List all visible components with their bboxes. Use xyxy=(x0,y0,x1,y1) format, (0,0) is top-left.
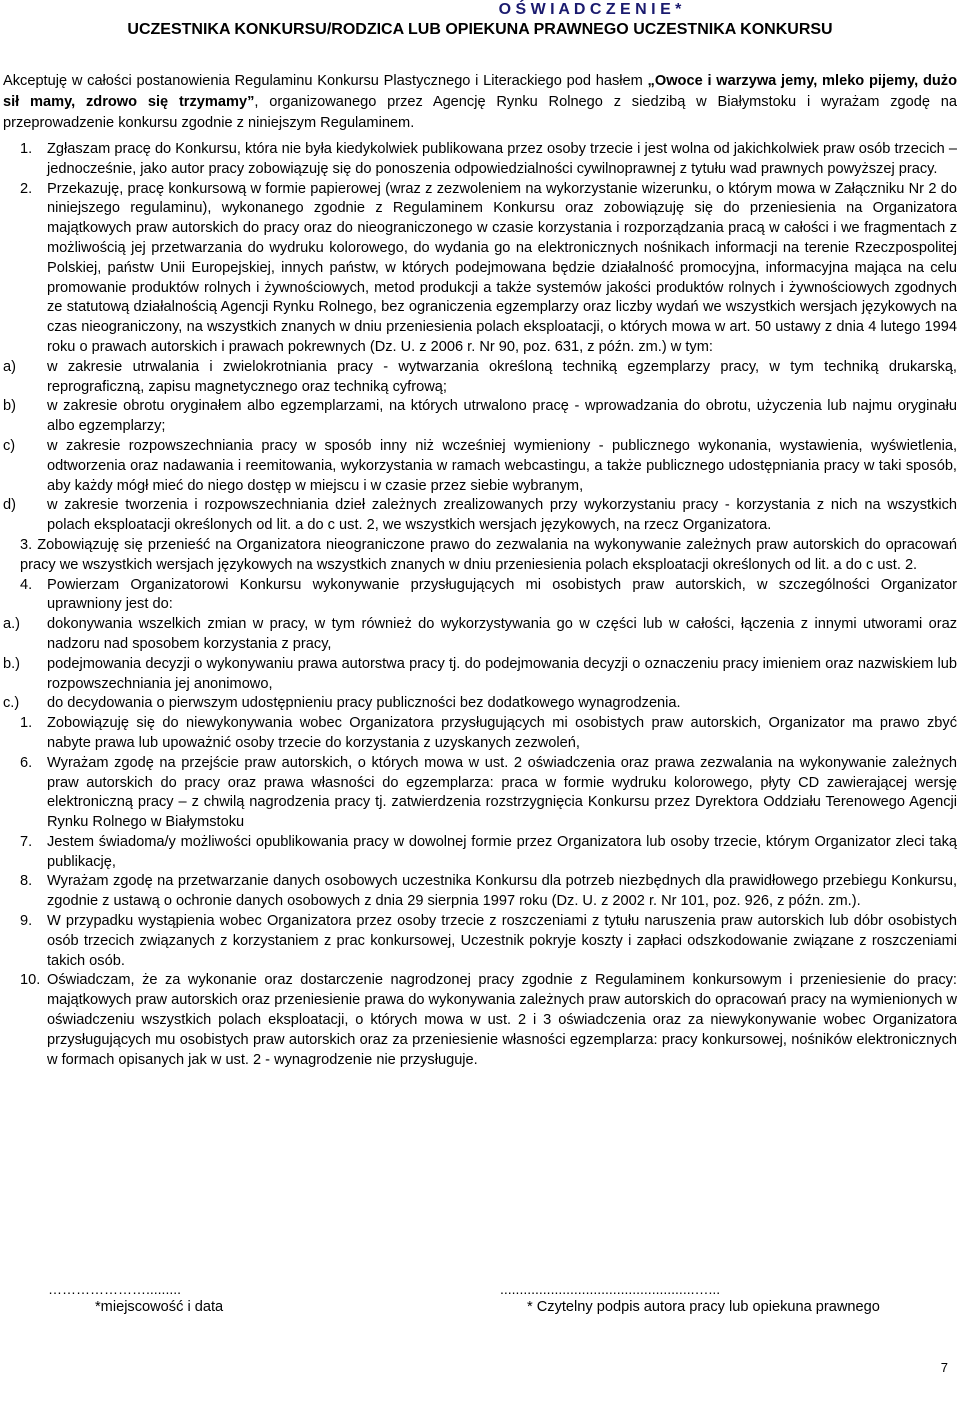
list-item-number: 8. xyxy=(20,873,33,890)
list-item-number: 1. xyxy=(20,141,33,157)
list-item xyxy=(0,576,960,616)
list-item xyxy=(0,140,960,180)
list-item xyxy=(0,833,960,873)
sub-list-item xyxy=(0,655,960,695)
list-item-number: a) xyxy=(3,358,16,375)
list-item-number: d) xyxy=(3,497,16,514)
signature-line: ..................................................…... xyxy=(500,1281,721,1297)
list-item-text: Jestem świadoma/y możliwości opublikowania pracy w dowolnej formie przez Organizatora lub osoby trzecie, którym Organizator zleci taką publikację, xyxy=(47,833,957,870)
list-item xyxy=(0,754,960,833)
list-item-number: 3. xyxy=(20,536,33,553)
list-item-text: Oświadczam, że za wykonanie oraz dostarczenie nagrodzonej pracy zgodnie z Regulaminem konkursowym i przeniesienie do pracy: majątkowych praw autorskich oraz przeniesienie prawa do wykonywania zależnych praw autorskich do opracowań pracy na wymienionych w oświadczeniu wszystkich polach eksploatacji, o których mowa w ust. 2 i 3 oświadczenia oraz za niewykonywanie wobec Organizatora przysługujących mu osobistych praw autorskich oraz za przeniesienie własności egzemplarza: pracy konkursowej, nośników elektronicznych w formach opisanych jak w ust. 2 - wynagrodzenie nie przysługuje. xyxy=(47,972,957,1068)
contest-slogan: „Owoce i warzywa jemy, mleko pijemy, dużo sił mamy, zdrowo się trzymamy” xyxy=(3,73,957,110)
list-item-text: Wyrażam zgodę na przejście praw autorskich, o których mowa w ust. 2 oświadczenia oraz prawa zezwalania na wykonywanie zależnych praw autorskich do pracy oraz prawa własności do egzemplarza: praca w formie wydruku kolorowego, płyty CD zawierającej wersję elektroniczną pracy – z chwilą nagrodzenia pracy tj. zatwierdzenia rozstrzygnięcia Konkursu przez Dyrektora Oddziału Terenowego Agencji Rynku Rolnego w Białymstoku xyxy=(47,754,957,831)
sub-list-item xyxy=(0,615,960,655)
list-item-number: 2. xyxy=(20,180,33,197)
list-item-number: 10. xyxy=(20,972,41,989)
list-item-number: a.) xyxy=(3,616,21,633)
document-title: O Ś W I A D C Z E N I E * xyxy=(498,1,682,18)
list-item-number: c) xyxy=(3,437,16,454)
sub-list-item xyxy=(0,437,960,496)
list-item xyxy=(0,912,960,971)
list-item-number: 9. xyxy=(20,913,33,930)
list-item xyxy=(0,872,960,912)
signature-label: * Czytelny podpis autora pracy lub opiekuna prawnego xyxy=(527,1299,880,1315)
list-item-text: w zakresie utrwalania i zwielokrotniania pracy - wytwarzania określoną techniką egzemplarzy pracy, w tym techniką drukarską, reprograficzną, zapisu magnetycznego oraz techniką cyfrową; xyxy=(47,358,957,395)
list-item-text: Powierzam Organizatorowi Konkursu wykonywanie przysługujących mi osobistych praw autorskich, w szczególności Organizator uprawniony jest do: xyxy=(47,576,957,613)
list-item xyxy=(0,180,960,358)
list-item-text: w zakresie rozpowszechniania pracy w sposób inny niż wcześniej wymieniony - publicznego wykonania, wystawienia, wyświetlenia, odtworzenia oraz nadawania i reemitowania, wykorzystania w ramach webcastingu, a także publicznego udostępniania pracy w taki sposób, aby każdy mógł mieć do niego dostęp w miejscu i w czasie przez siebie wybranym, xyxy=(47,437,957,494)
list-item-text: w zakresie tworzenia i rozpowszechniania dzieł zależnych zrealizowanych przy wykorzystaniu pracy - korzystania z nich na wszystkich polach eksploatacji określonych od lit. a do c ust. 2, we wszystkich wersjach językowych, na rzecz Organizatora. xyxy=(47,497,957,534)
place-date-label: *miejscowość i data xyxy=(95,1299,224,1315)
list-item-text: dokonywania wszelkich zmian w pracy, w tym również do wykorzystywania go w części lub w całości, łączenia z innymi utworami oraz nadzoru nad sposobem korzystania z pracy, xyxy=(47,616,957,652)
list-item-number: c.) xyxy=(3,695,20,712)
list-item-text: do decydowania o pierwszym udostępnieniu pracy publiczności bez dodatkowego wynagrodzenia. xyxy=(47,695,681,712)
list-item-text: W przypadku wystąpienia wobec Organizatora przez osoby trzecie z roszczeniami z tytułu naruszenia praw autorskich lub dóbr osobistych osób trzecich związanych z korzystaniem z prac konkursowej, Uczestnik pokryje koszty i zapłaci odszkodowanie związane z roszczeniami takich osób. xyxy=(47,913,957,969)
place-date-line: …………………......... xyxy=(48,1281,182,1297)
list-item-text: Zgłaszam pracę do Konkursu, która nie była kiedykolwiek publikowana przez osoby trzecie i jest wolna od jakichkolwiek praw osób trzecich – jednocześnie, jako autor pracy zobowiązuję się do ponoszenia odpowiedzialności cywilnoprawnej z tytułu wad prawnych powyższej pracy. xyxy=(47,141,957,177)
list-item-text: Przekazuję, pracę konkursową w formie papierowej (wraz z zezwoleniem na wykorzystanie wizerunku, o którym mowa w Załączniku Nr 2 do niniejszego regulaminu), wykonanego zgodnie z Regulaminem Konkursu oraz zobowiązuję się do przeniesienia na Organizatora majątkowych praw autorskich do pracy oraz do nieograniczonego w czasie korzystania i rozporządzania pracą w całości i we fragmentach z możliwością jej przetwarzania do wydruku kolorowego, do wydania go na elektronicznych nośnikach informacji na terenie Rzeczpospolitej Polskiej, państw Unii Europejskiej, innych państw, w których podejmowana będzie działalność promocyjna, informacyjna mająca na celu promowanie produktów rolnych i żywnościowych, metod produkcji a także systemów jakości produktów rolnych i żywnościowych zgodnych ze statutową działalnością Agencji Rynku Rolnego, bez ograniczenia egzemplarzy oraz liczby wydań we wszystkich wersjach językowych na czas nieograniczony, na wszystkich znanych w dniu przeniesienia polach eksploatacji, o których mowa w art. 50 ustawy z dnia 4 lutego 1994 roku o prawach autorskich i prawach pokrewnych (Dz. U. z 2006 r. Nr 90, poz. 631, z późn. zm.) w tym: xyxy=(47,180,957,355)
list-item-text: Zobowiązuję się do niewykonywania wobec Organizatora przysługujących mi osobistych praw autorskich, Organizator ma prawo zbyć nabyte prawa lub upoważnić osoby trzecie do korzystania z uzyskanych zezwoleń, xyxy=(47,715,957,751)
list-item-number: 4. xyxy=(20,576,33,593)
list-item-number: b.) xyxy=(3,655,21,672)
list-item-number: 1. xyxy=(20,715,33,732)
sub-list-item xyxy=(0,496,960,536)
list-item-number: 6. xyxy=(20,754,33,771)
list-item xyxy=(0,536,960,576)
list-item xyxy=(0,971,960,1070)
list-item-text: Zobowiązuję się przenieść na Organizatora nieograniczone prawo do zezwalania na wykonywanie zależnych praw autorskich do opracowań pracy we wszystkich wersjach językowych na wszystkich znanych w dniu przeniesienia polach eksploatacji określonych od lit. a do c ust. 2. xyxy=(20,536,957,573)
list-item-text: w zakresie obrotu oryginałem albo egzemplarzami, na których utrwalono pracę - wprowadzania do obrotu, użyczenia lub najmu oryginału albo egzemplarzy; xyxy=(47,398,957,435)
list-item-number: b) xyxy=(3,398,16,415)
list-item xyxy=(0,714,960,754)
sub-list-item xyxy=(0,694,960,714)
declaration-list xyxy=(0,140,960,1070)
list-item-text: Wyrażam zgodę na przetwarzanie danych osobowych uczestnika Konkursu dla potrzeb niezbędnych dla prawidłowego przebiegu Konkursu, zgodnie z ustawą o ochronie danych osobowych z dnia 29 sierpnia 1997 roku (Dz. U. z 2002 r. Nr 101, poz. 926, z późn. zm.). xyxy=(47,873,957,910)
list-item-text: podejmowania decyzji o wykonywaniu prawa autorstwa pracy tj. do podejmowania decyzji o oznaczeniu pracy imieniem oraz nazwiskiem lub rozpowszechniania jej anonimowo, xyxy=(47,655,957,692)
sub-list-item xyxy=(0,397,960,437)
document-subtitle: UCZESTNIKA KONKURSU/RODZICA LUB OPIEKUNA PRAWNEGO UCZESTNIKA KONKURSU xyxy=(127,21,833,38)
intro-paragraph: Akceptuję w całości postanowienia Regulaminu Konkursu Plastycznego i Literackiego pod hasłem „Owoce i warzywa jemy, mleko pijemy, dużo sił mamy, zdrowo się trzymamy”, organizowanego przez Agencję Rynku Rolnego z siedzibą w Białymstoku i wyrażam zgodę na przeprowadzenie konkursu zgodnie z niniejszym Regulaminem. xyxy=(3,73,957,131)
sub-list-item xyxy=(0,358,960,398)
list-item-number: 7. xyxy=(20,833,33,850)
page-number: 7 xyxy=(940,1360,948,1375)
